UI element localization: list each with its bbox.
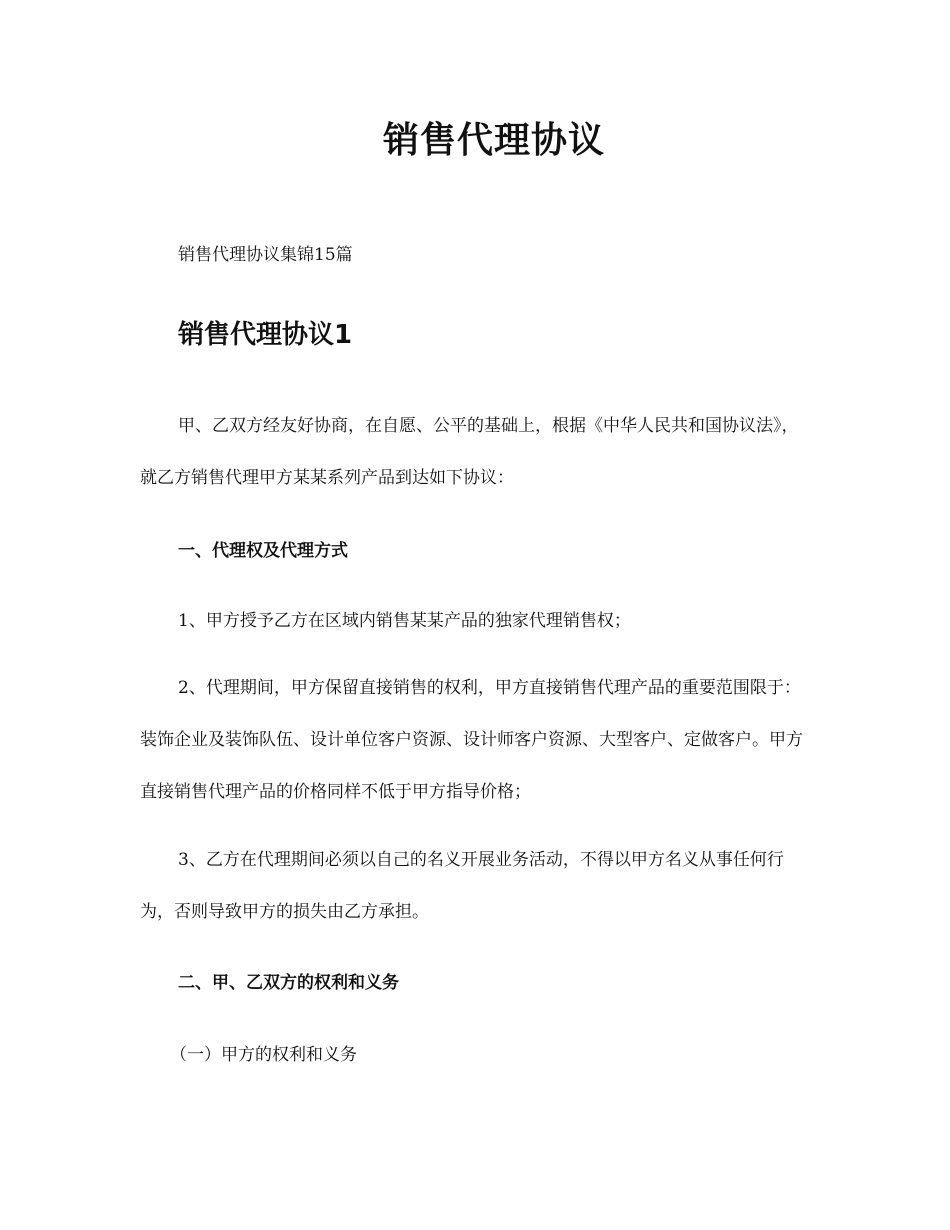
clause-1: 1、甲方授予乙方在区域内销售某某产品的独家代理销售权；: [178, 611, 631, 631]
sub-heading-party-a: （一）甲方的权利和义务: [170, 1045, 357, 1065]
clause-3: 3、乙方在代理期间必须以自己的名义开展业务活动，不得以甲方名义从事任何行为，否则导致甲方的损失由乙方承担。: [140, 850, 784, 922]
document-title: 销售代理协议: [382, 120, 605, 161]
intro-paragraph: 甲、乙双方经友好协商，在自愿、公平的基础上，根据《中华人民共和国协议法》，就乙方销售代理甲方某某系列产品到达如下协议：: [140, 416, 799, 488]
document-subtitle: 销售代理协议集锦15篇: [178, 245, 353, 265]
clause-2: 2、代理期间，甲方保留直接销售的权利，甲方直接销售代理产品的重要范围限于：装饰企业及装饰队伍、设计单位客户资源、设计师客户资源、大型客户、定做客户。甲方直接销售代理产品的价格同样不低于甲方指导价格；: [140, 678, 803, 802]
heading-agency-rights: 一、代理权及代理方式: [178, 541, 348, 561]
heading-rights-obligations: 二、甲、乙双方的权利和义务: [178, 973, 399, 993]
section-title: 销售代理协议1: [178, 320, 353, 350]
